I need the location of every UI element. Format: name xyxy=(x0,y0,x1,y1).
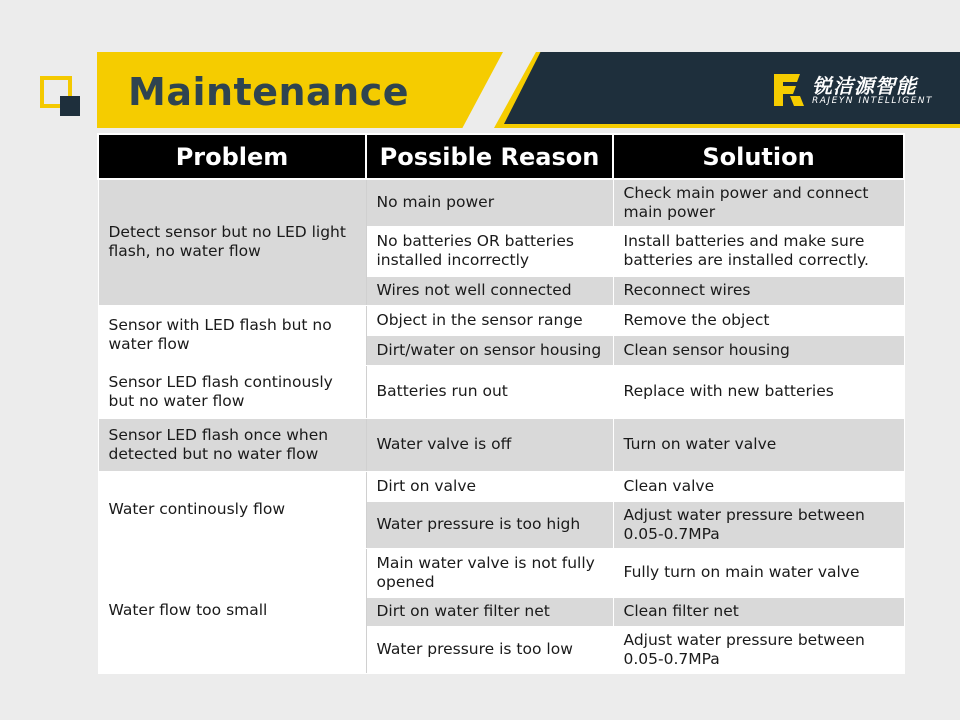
header-possible-reason: Possible Reason xyxy=(366,134,613,179)
problem-cell: Sensor LED flash continously but no water flow xyxy=(98,365,366,418)
solution-cell: Remove the object xyxy=(613,305,904,335)
solution-cell: Fully turn on main water valve xyxy=(613,548,904,597)
solution-cell: Adjust water pressure between 0.05-0.7MPa xyxy=(613,626,904,673)
corner-square-fill xyxy=(60,96,80,116)
reason-cell: No main power xyxy=(366,179,613,226)
corner-square-icon xyxy=(40,76,80,116)
reason-cell: No batteries OR batteries installed incorrectly xyxy=(366,226,613,276)
problem-cell: Water flow too small xyxy=(98,548,366,673)
reason-cell: Wires not well connected xyxy=(366,276,613,305)
brand-name-english: RAJEYN INTELLIGENT xyxy=(812,96,933,106)
problem-cell: Detect sensor but no LED light flash, no water flow xyxy=(98,179,366,305)
reason-cell: Water pressure is too high xyxy=(366,501,613,548)
reason-cell: Dirt on valve xyxy=(366,471,613,501)
solution-cell: Install batteries and make sure batteries are installed correctly. xyxy=(613,226,904,276)
brand-logo-icon xyxy=(770,70,806,108)
reason-cell: Dirt on water filter net xyxy=(366,597,613,626)
maintenance-table-container xyxy=(97,133,903,674)
maintenance-table xyxy=(97,133,905,674)
reason-cell: Water pressure is too low xyxy=(366,626,613,673)
reason-cell: Object in the sensor range xyxy=(366,305,613,335)
reason-cell: Batteries run out xyxy=(366,365,613,418)
reason-cell: Water valve is off xyxy=(366,418,613,471)
solution-cell: Clean filter net xyxy=(613,597,904,626)
table-row xyxy=(98,365,904,418)
table-row xyxy=(98,305,904,335)
solution-cell: Turn on water valve xyxy=(613,418,904,471)
solution-cell: Clean sensor housing xyxy=(613,335,904,365)
solution-cell: Check main power and connect main power xyxy=(613,179,904,226)
brand-name-chinese: 锐洁源智能 xyxy=(812,74,917,98)
problem-cell: Sensor LED flash once when detected but no water flow xyxy=(98,418,366,471)
solution-cell: Replace with new batteries xyxy=(613,365,904,418)
solution-cell: Adjust water pressure between 0.05-0.7MPa xyxy=(613,501,904,548)
table-row xyxy=(98,471,904,501)
solution-cell: Reconnect wires xyxy=(613,276,904,305)
table-header-row xyxy=(98,134,904,179)
header-solution: Solution xyxy=(613,134,904,179)
header-problem: Problem xyxy=(98,134,366,179)
table-row xyxy=(98,179,904,226)
reason-cell: Dirt/water on sensor housing xyxy=(366,335,613,365)
page-title: Maintenance xyxy=(128,70,410,114)
reason-cell: Main water valve is not fully opened xyxy=(366,548,613,597)
table-row xyxy=(98,418,904,471)
table-row xyxy=(98,548,904,597)
problem-cell: Water continously flow xyxy=(98,471,366,548)
problem-cell: Sensor with LED flash but no water flow xyxy=(98,305,366,365)
solution-cell: Clean valve xyxy=(613,471,904,501)
